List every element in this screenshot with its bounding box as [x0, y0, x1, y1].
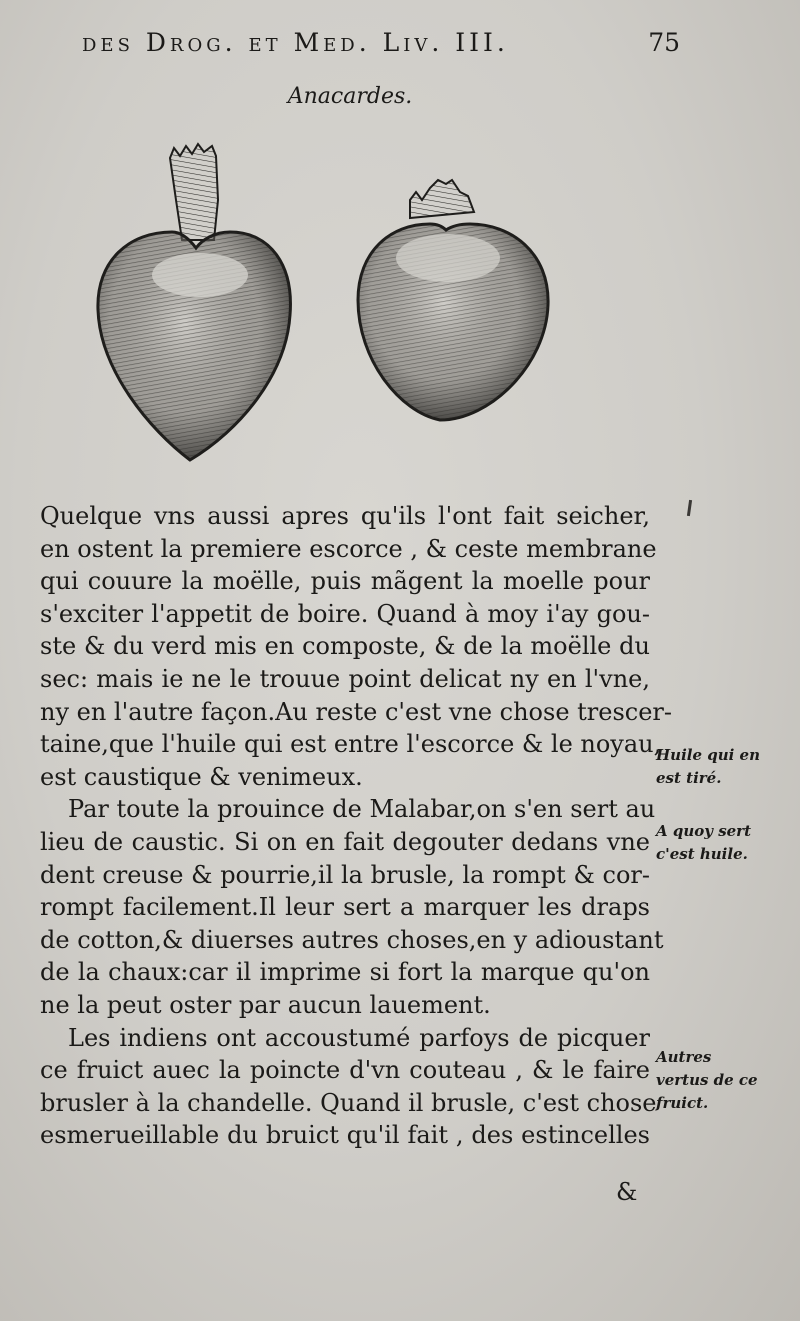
text-line: de la chaux:car il imprime si fort la marque qu'on: [40, 958, 650, 987]
right-fruit: [358, 180, 548, 420]
text-line: ste & du verd mis en composte, & de la moëlle du: [40, 632, 650, 661]
anacardium-illustration: [90, 140, 570, 470]
text-line: Par toute la prouince de Malabar,on s'en sert au: [68, 795, 656, 824]
text-line: ce fruict auec la poincte d'vn couteau , & le faire: [40, 1056, 650, 1085]
page-header: [70, 28, 680, 68]
text-line: esmerueillable du bruict qu'il fait , des estincelles: [40, 1121, 650, 1150]
text-line: ne la peut oster par aucun lauement.: [40, 990, 491, 1019]
text-line: est caustique & venimeux.: [40, 762, 363, 791]
text-line: taine,que l'huile qui est entre l'escorce & le noyau,: [40, 730, 662, 759]
text-line: de cotton,& diuerses autres choses,en y adioustant: [40, 925, 664, 954]
left-fruit: [98, 144, 291, 460]
text-line: Les indiens ont accoustumé parfoys de picquer: [68, 1023, 650, 1052]
figure-caption: Anacardes.: [287, 84, 413, 109]
fruit-engraving: [90, 140, 570, 470]
page-number: 75: [648, 28, 680, 57]
text-line: Quelque vns aussi apres qu'ils l'ont fait seicher,: [40, 502, 650, 530]
margin-note: Huile qui en est tiré.: [656, 746, 761, 787]
text-line: qui couure la moëlle, puis mãgent la moelle pour: [40, 567, 650, 596]
running-title: des Drog. et Med. Liv. III.: [82, 28, 509, 57]
text-line: en ostent la premiere escorce , & ceste membrane: [40, 534, 657, 563]
text-line: brusler à la chandelle. Quand il brusle, c'est chose: [40, 1088, 657, 1117]
body-text: [40, 500, 673, 1152]
text-line: lieu de caustic. Si on en fait degouter dedans vne: [40, 827, 650, 856]
text-line: s'exciter l'appetit de boire. Quand à moy i'ay gou-: [40, 599, 650, 628]
text-line: sec: mais ie ne le trouue point delicat ny en l'vne,: [40, 664, 650, 693]
text-line: rompt facilement.Il leur sert a marquer les draps: [40, 893, 650, 922]
margin-note: A quoy sert c'est huile.: [656, 822, 752, 863]
margin-note: Autres vertus de ce fruict.: [656, 1048, 758, 1112]
ink-mark: [687, 500, 692, 516]
catchword: &: [616, 1178, 638, 1206]
text-line: dent creuse & pourrie,il la brusle, la rompt & cor-: [40, 860, 650, 889]
text-line: ny en l'autre façon.Au reste c'est vne chose trescer-: [40, 697, 673, 726]
